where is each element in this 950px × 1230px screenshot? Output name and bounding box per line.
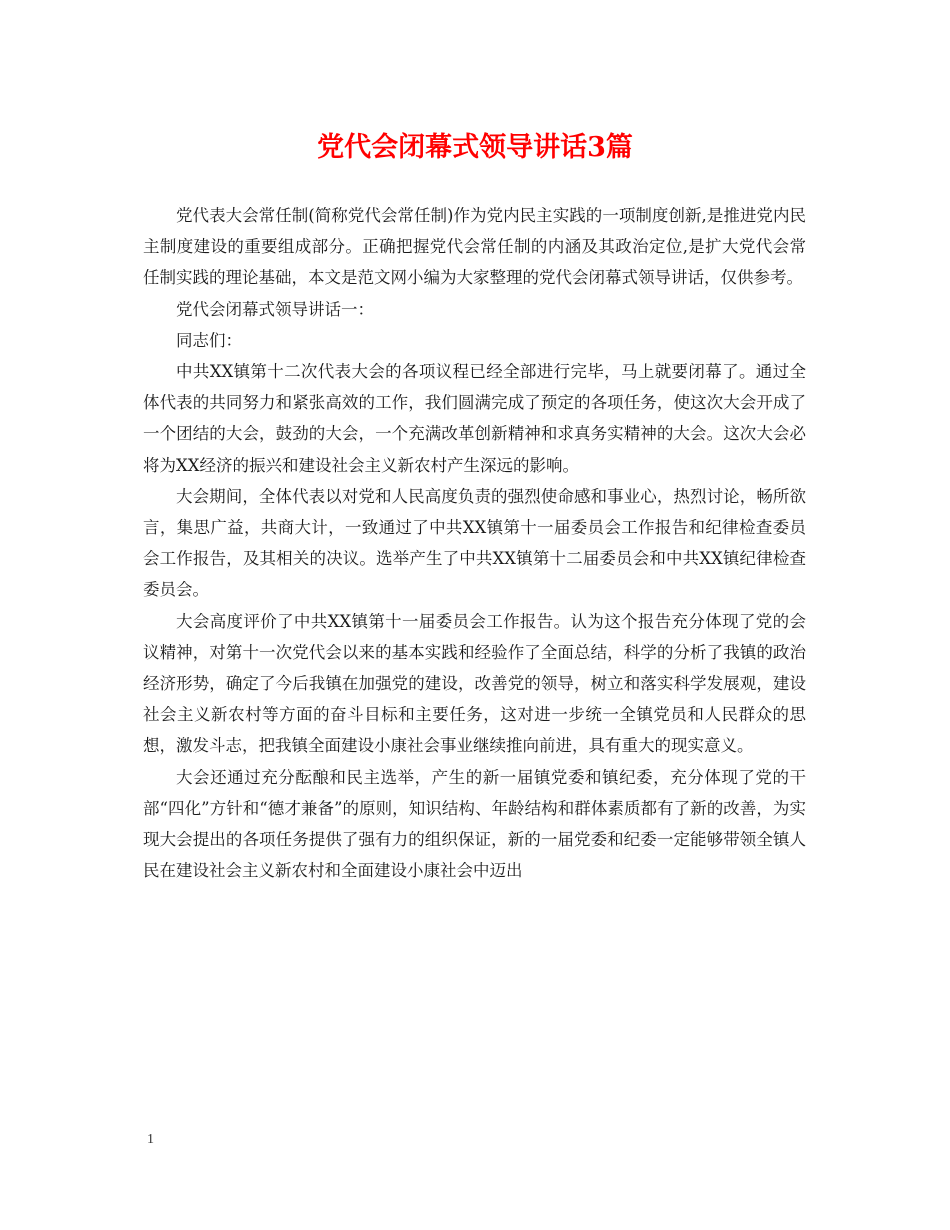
paragraph-intro: 党代表大会常任制(简称党代会常任制)作为党内民主实践的一项制度创新,是推进党内民主制度建设的重要组成部分。正确把握党代会常任制的内涵及其政治定位,是扩大党代会常任制实践的理论基础，本文是范文网小编为大家整理的党代会闭幕式领导讲话，仅供参考。 — [143, 206, 806, 288]
page-number: 1 — [147, 1132, 154, 1147]
paragraph-report-evaluation: 大会高度评价了中共XX镇第十一届委员会工作报告。认为这个报告充分体现了党的会议精神，对第十一次党代会以来的基本实践和经验作了全面总结，科学的分析了我镇的政治经济形势，确定了今后我镇在加强党的建设，改善党的领导，树立和落实科学发展观，建设社会主义新农村等方面的奋斗目标和主要任务，这对进一步统一全镇党员和人民群众的思想，激发斗志，把我镇全面建设小康社会事业继续推向前进，具有重大的现实意义。 — [143, 611, 806, 756]
document-title: 党代会闭幕式领导讲话3篇 — [317, 132, 633, 163]
paragraph-election: 大会还通过充分酝酿和民主选举，产生的新一届镇党委和镇纪委，充分体现了党的干部“四化”方针和“德才兼备”的原则，知识结构、年龄结构和群体素质都有了新的改善，为实现大会提出的各项任务提供了强有力的组织保证，新的一届党委和纪委一定能够带领全镇人民在建设社会主义新农村和全面建设小康社会中迈出 — [143, 767, 806, 881]
paragraph-speech-heading: 党代会闭幕式领导讲话一： — [176, 299, 374, 319]
document-body — [143, 200, 806, 886]
paragraph-discussion: 大会期间，全体代表以对党和人民高度负责的强烈使命感和事业心，热烈讨论，畅所欲言，集思广益，共商大计，一致通过了中共XX镇第十一届委员会工作报告和纪律检查委员会工作报告，及其相关的决议。选举产生了中共XX镇第十二届委员会和中共XX镇纪律检查委员会。 — [143, 486, 806, 600]
paragraph-salutation: 同志们： — [176, 330, 242, 350]
paragraph-opening: 中共XX镇第十二次代表大会的各项议程已经全部进行完毕，马上就要闭幕了。通过全体代表的共同努力和紧张高效的工作，我们圆满完成了预定的各项任务，使这次大会开成了一个团结的大会，鼓劲的大会，一个充满改革创新精神和求真务实精神的大会。这次大会必将为XX经济的振兴和建设社会主义新农村产生深远的影响。 — [143, 362, 806, 475]
